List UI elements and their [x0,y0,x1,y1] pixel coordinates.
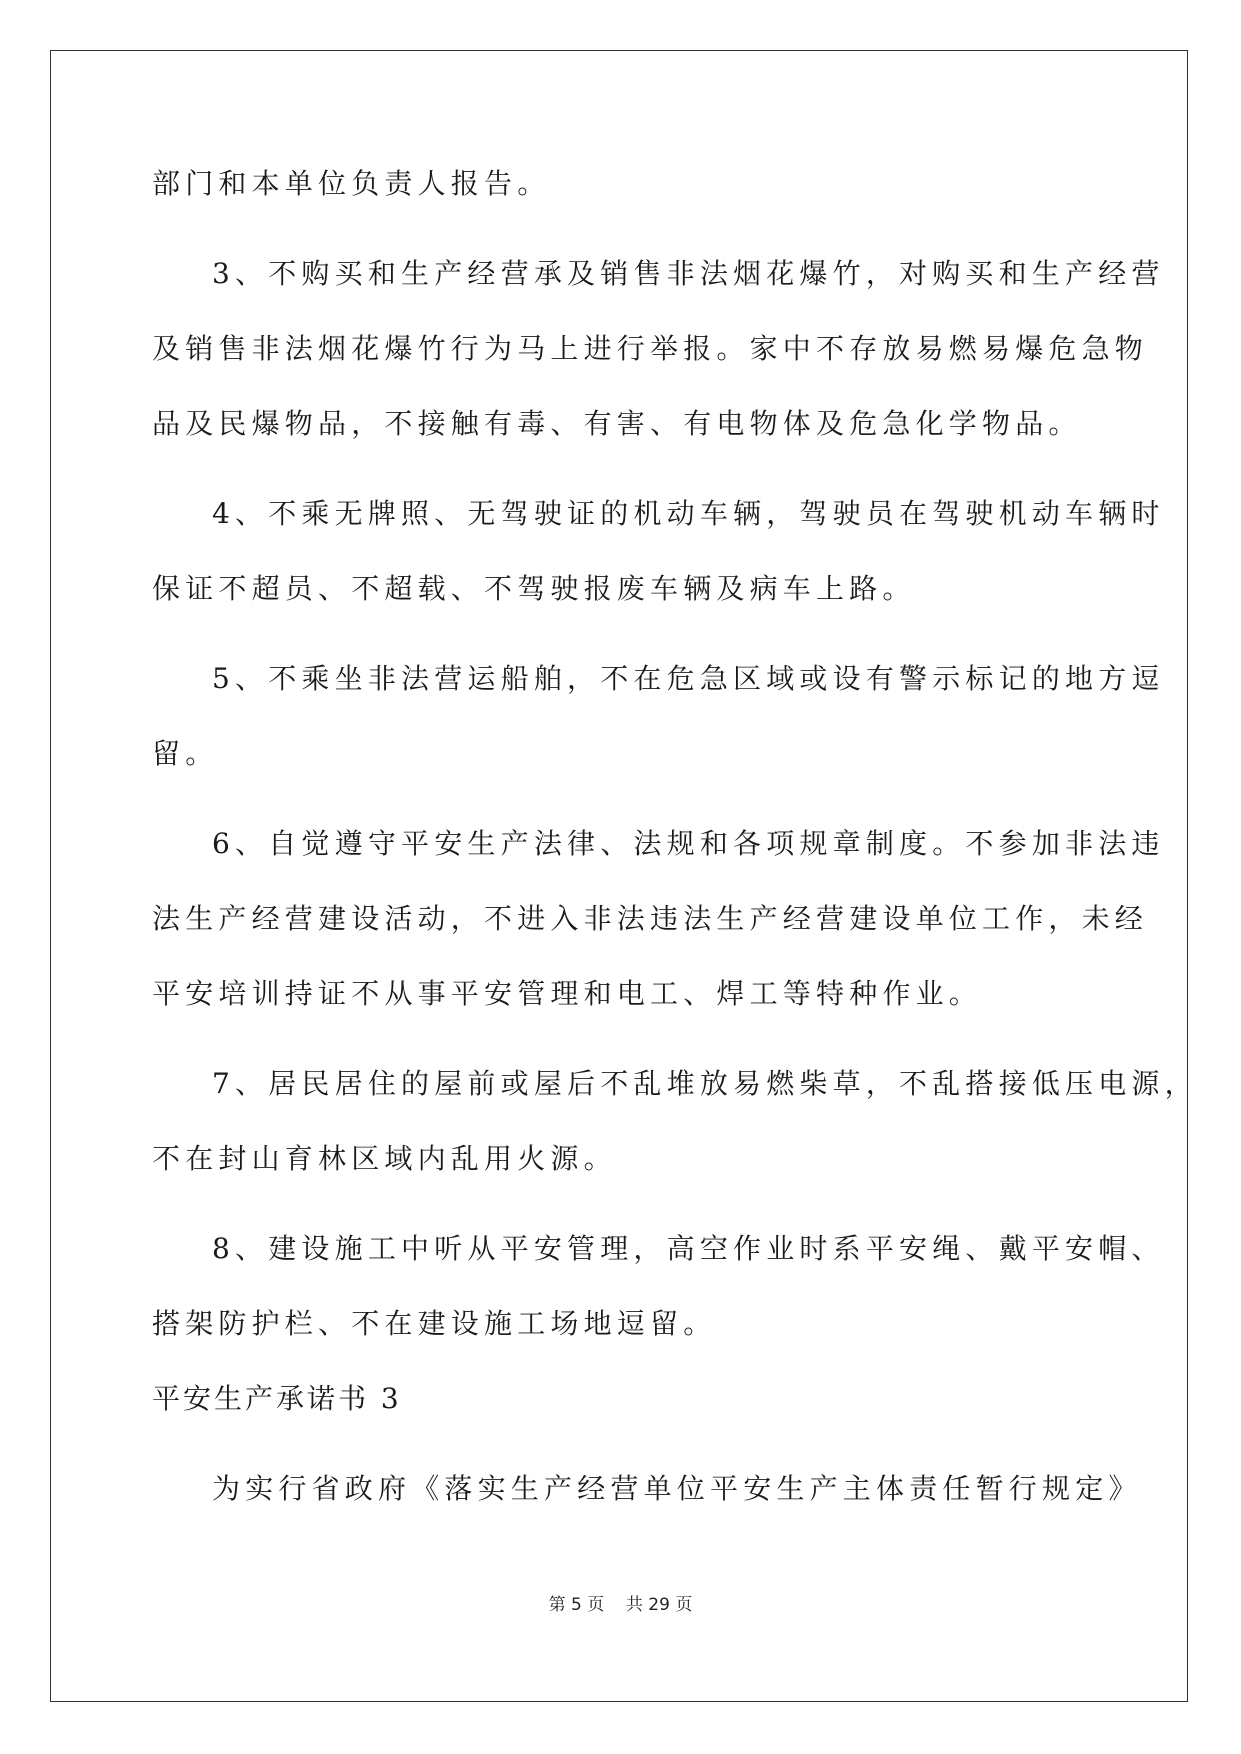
body-line: 法生产经营建设活动，不进入非法违法生产经营建设单位工作，未经 [152,902,1149,935]
item-7-line: 7、居民居住的屋前或屋后不乱堆放易燃柴草，不乱搭接低压电源， [212,1067,1198,1100]
page-number: 第 5 页 共 29 页 [548,1595,693,1615]
item-3-line: 3、不购买和生产经营承及销售非法烟花爆竹，对购买和生产经营 [212,257,1165,290]
section-heading: 平安生产承诺书 3 [152,1382,402,1415]
body-line: 为实行省政府《落实生产经营单位平安生产主体责任暂行规定》 [212,1472,1142,1505]
item-4-line: 4、不乘无牌照、无驾驶证的机动车辆，驾驶员在驾驶机动车辆时 [212,497,1165,530]
body-line: 搭架防护栏、不在建设施工场地逗留。 [152,1307,717,1340]
body-line: 及销售非法烟花爆竹行为马上进行举报。家中不存放易燃易爆危急物 [152,332,1149,365]
page-border [50,50,1188,1702]
body-line: 保证不超员、不超载、不驾驶报废车辆及病车上路。 [152,572,916,605]
item-5-line: 5、不乘坐非法营运船舶，不在危急区域或设有警示标记的地方逗 [212,662,1165,695]
body-line: 留。 [152,737,219,770]
body-line: 品及民爆物品，不接触有毒、有害、有电物体及危急化学物品。 [152,407,1082,440]
body-line: 平安培训持证不从事平安管理和电工、焊工等特种作业。 [152,977,983,1010]
body-line: 不在封山育林区域内乱用火源。 [152,1142,617,1175]
item-8-line: 8、建设施工中听从平安管理，高空作业时系平安绳、戴平安帽、 [212,1232,1165,1265]
body-line: 部门和本单位负责人报告。 [152,167,551,200]
item-6-line: 6、自觉遵守平安生产法律、法规和各项规章制度。不参加非法违 [212,827,1165,860]
